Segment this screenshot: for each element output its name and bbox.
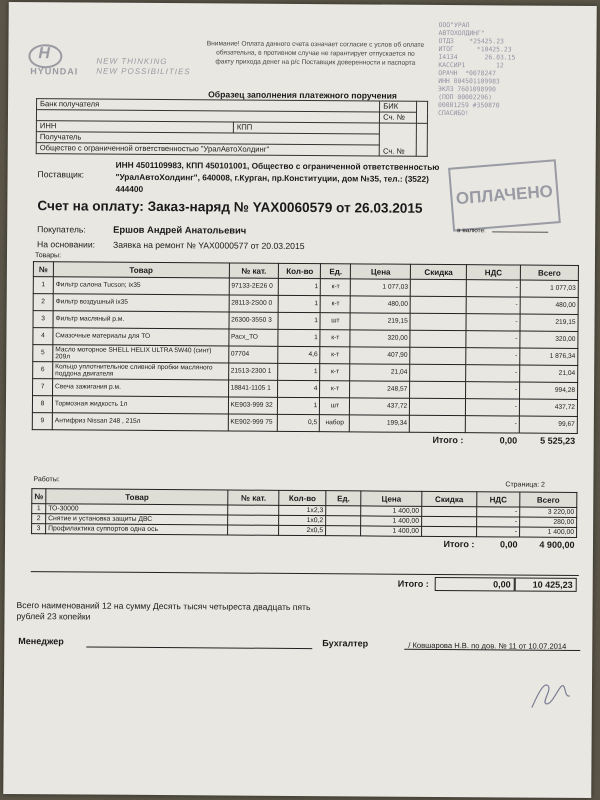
- goods-row-disc: [410, 296, 466, 313]
- goods-row-n: 7: [33, 379, 53, 396]
- basis-text: Заявка на ремонт № YAX0000577 от 20.03.2015: [113, 239, 305, 252]
- goods-row-name: Антифриз Nissan 248 , 215л: [52, 413, 228, 431]
- works-row-disc: [421, 516, 476, 526]
- works-row-total: 280,00: [520, 517, 577, 527]
- goods-row-price: 248,57: [350, 381, 410, 398]
- goods-row-n: 2: [33, 294, 53, 311]
- goods-row-cat: KE902-999 75: [228, 414, 278, 431]
- goods-row-n: 8: [32, 396, 52, 413]
- supplier-label: Поставщик:: [37, 169, 85, 180]
- goods-row-vat: -: [466, 331, 520, 348]
- col-header: НДС: [477, 492, 520, 507]
- goods-row-disc: [410, 330, 466, 347]
- logo-tagline-2: NEW POSSIBILITIES: [96, 66, 191, 77]
- goods-row-qty: 1: [278, 397, 320, 414]
- works-total-label: Итого :: [443, 539, 475, 550]
- goods-row-price: 1 077,03: [351, 279, 411, 296]
- goods-row-vat: -: [466, 382, 520, 399]
- goods-total-row: [32, 430, 577, 450]
- works-row-name: ТО-30000: [46, 504, 229, 515]
- page-number: Страница: 2: [505, 481, 545, 489]
- receipt-line: ОТД3 *25425.23: [438, 36, 504, 46]
- goods-row-cat: 97133-2E26 0: [229, 278, 279, 295]
- currency-field: [457, 227, 567, 235]
- col-header: Цена: [361, 491, 422, 506]
- goods-row-n: 4: [33, 328, 53, 345]
- manager-label: Менеджер: [18, 636, 64, 647]
- col-header: Ед.: [326, 491, 361, 506]
- receipt-line: ООО"УРАЛ: [438, 20, 470, 30]
- works-row-unit: [326, 506, 361, 516]
- goods-row-price: 199,34: [350, 415, 410, 432]
- works-row-vat: -: [477, 507, 520, 517]
- works-row-disc: [421, 526, 476, 536]
- hyundai-emblem-icon: [28, 44, 62, 68]
- col-header: Всего: [520, 265, 578, 280]
- currency-label: в валюте:: [457, 227, 486, 235]
- goods-row-disc: [410, 313, 466, 330]
- goods-row-n: 6: [33, 362, 53, 379]
- goods-row-name: Масло моторное SHELL HELIX ULTRA 5W40 (синт) 209л: [53, 345, 229, 363]
- goods-row-total: 219,15: [520, 314, 578, 331]
- works-row-n: 1: [32, 504, 46, 514]
- receipt-line: ИНН 004501109983: [438, 76, 500, 86]
- goods-row-price: 219,15: [350, 313, 410, 330]
- goods-row-price: 21,04: [350, 364, 410, 381]
- goods-total-vat: 0,00: [499, 435, 518, 446]
- inn-label: ИНН: [36, 121, 233, 133]
- hyundai-logo: [28, 42, 198, 79]
- works-row-name: Снятие и установка защиты ДВС: [46, 514, 229, 525]
- accountant-name: / Ковшарова Н.В. по дов. № 11 от 10.07.2014: [408, 640, 567, 651]
- works-row-qty: 1х0,2: [279, 515, 326, 525]
- goods-row-n: 3: [33, 311, 53, 328]
- goods-row-total: 320,00: [520, 331, 578, 348]
- works-row-n: 3: [32, 524, 46, 534]
- col-header: Товар: [46, 489, 229, 505]
- works-row-price: 1 400,00: [361, 506, 422, 516]
- sum-in-words: Всего наименований 12 на сумму Десять тысяч четыреста двадцать пять рублей 23 копейки: [16, 600, 311, 622]
- goods-row-name: Фильтр воздушный ix35: [53, 294, 229, 312]
- goods-row-cat: Расх_ТО: [228, 329, 278, 346]
- goods-row-n: 1: [33, 277, 53, 294]
- works-total-sum: 4 900,00: [539, 539, 575, 550]
- receipt-line: СПАСИБО!: [437, 108, 469, 118]
- goods-row-vat: -: [466, 399, 520, 416]
- goods-row-qty: 1: [278, 363, 320, 380]
- col-header: № кат.: [228, 490, 279, 505]
- grand-total-sum: 10 425,23: [515, 578, 577, 592]
- sch2-label: Сч. №: [379, 123, 416, 156]
- cash-receipt: [438, 21, 589, 152]
- col-header: Товар: [53, 262, 229, 278]
- bik-label: БИК: [380, 101, 417, 112]
- works-row-total: 1 400,00: [520, 527, 577, 537]
- works-total-vat: 0,00: [499, 539, 518, 550]
- goods-total-sum: 5 525,23: [540, 435, 576, 447]
- goods-row-name: Свеча зажигания р.м.: [52, 379, 228, 397]
- goods-row-total: 21,04: [520, 365, 578, 382]
- goods-row-name: Фильтр масляный р.м.: [53, 311, 229, 329]
- goods-row-total: 437,72: [519, 399, 577, 416]
- goods-row-n: 5: [33, 345, 53, 362]
- receipt-line: ОРАЧН *0078247: [438, 68, 497, 78]
- works-row-vat: -: [476, 527, 519, 537]
- goods-table: [32, 261, 579, 450]
- goods-row-name: Смазочные материалы для ТО: [53, 328, 229, 346]
- works-row-n: 2: [32, 514, 46, 524]
- works-row-cat: [228, 525, 279, 535]
- grand-total-vat: 0,00: [435, 577, 515, 592]
- logo-tagline-1: NEW THINKING: [96, 56, 168, 67]
- works-table: [31, 488, 577, 552]
- bank-label: Банк получателя: [37, 99, 380, 112]
- accountant-label: Бухгалтер: [322, 638, 369, 649]
- goods-row-unit: к-т: [320, 347, 350, 364]
- recipient-name: Общество с ограниченной ответственностью "УралАвтоХолдинг": [36, 143, 379, 156]
- goods-row-qty: 0,5: [278, 414, 320, 431]
- goods-row-vat: -: [466, 365, 520, 382]
- goods-row-qty: 1: [279, 295, 321, 312]
- goods-row-unit: шт: [320, 313, 350, 330]
- goods-row-qty: 4,6: [278, 346, 320, 363]
- payment-notice: Внимание! Оплата данного счета означает согласие с услов об оплате обязательна, в противном случае не гарантирует отпускается по факту прихода денег на р/с Поставщик доверенности и паспорта: [206, 40, 425, 67]
- kpp-label: КПП: [233, 122, 379, 134]
- works-row-disc: [422, 506, 477, 516]
- works-row-name: Профилактика суппортов одна ось: [46, 524, 229, 535]
- goods-row-total: 1 077,03: [520, 280, 578, 297]
- goods-total-label: Итого :: [432, 435, 464, 446]
- works-row-price: 1 400,00: [361, 516, 422, 526]
- works-row-qty: 1х2,3: [279, 505, 326, 515]
- manager-signature-line: [86, 647, 312, 650]
- goods-row-cat: 26300-3550 3: [229, 312, 279, 329]
- works-section-label: Работы:: [33, 476, 60, 484]
- goods-row-price: 480,00: [350, 296, 410, 313]
- col-header: Цена: [351, 264, 411, 279]
- goods-row-name: Тормозная жидкость 1л: [52, 396, 228, 414]
- col-header: №: [32, 489, 46, 504]
- works-row-total: 3 220,00: [520, 507, 577, 517]
- goods-row-total: 480,00: [520, 297, 578, 314]
- goods-row-total: 994,28: [520, 382, 578, 399]
- goods-row-qty: 1: [278, 329, 320, 346]
- invoice-paper: [3, 2, 597, 798]
- goods-row-unit: к-т: [320, 296, 350, 313]
- works-row-vat: -: [477, 517, 520, 527]
- goods-row-name: Кольцо уплотнительное сливной пробки масляного поддона двигателя: [53, 362, 229, 380]
- goods-row-unit: шт: [320, 398, 350, 415]
- buyer-name: Ершов Андрей Анатольевич: [113, 223, 247, 236]
- goods-row-unit: к-т: [320, 364, 350, 381]
- works-row-unit: [326, 526, 361, 536]
- goods-row-price: 437,72: [350, 398, 410, 415]
- logo-brand: HYUNDAI: [30, 66, 79, 77]
- goods-row-price: 320,00: [350, 330, 410, 347]
- goods-row-price: 407,90: [350, 347, 410, 364]
- goods-row-vat: -: [466, 297, 520, 314]
- col-header: № кат.: [229, 263, 279, 278]
- grand-total: [31, 574, 579, 592]
- goods-row-vat: -: [465, 416, 519, 433]
- goods-row-unit: к-т: [320, 381, 350, 398]
- goods-row-total: 1 876,34: [520, 348, 578, 365]
- signature-scribble: [524, 674, 574, 714]
- goods-row-vat: -: [466, 314, 520, 331]
- col-header: №: [33, 262, 53, 277]
- receipt-line: (ПОП 00002296): [438, 92, 493, 102]
- col-header: Скидка: [411, 264, 467, 279]
- goods-row-total: 99,67: [519, 416, 577, 433]
- receipt-line: 00001259 #350870: [438, 100, 500, 110]
- receipt-line: КАССИР1 12: [438, 60, 504, 70]
- goods-row-disc: [409, 415, 465, 432]
- goods-section-label: Товары:: [34, 252, 62, 260]
- receipt-line: ЭКЛЗ 7601098990: [438, 84, 496, 94]
- col-header: Ед.: [321, 264, 351, 279]
- col-header: НДС: [466, 265, 520, 280]
- sch-label: Сч. №: [380, 112, 417, 123]
- works-row-qty: 2х0,5: [279, 525, 326, 535]
- receipt-line: АВТОХОЛДИНГ": [438, 28, 485, 38]
- goods-row-cat: 21513-2300 1: [228, 363, 278, 380]
- col-header: Кол-во: [279, 263, 321, 278]
- works-row-cat: [228, 505, 279, 515]
- receipt-line: I4134 26.03.15: [438, 52, 516, 62]
- goods-row-disc: [410, 381, 466, 398]
- col-header: Кол-во: [279, 490, 326, 505]
- goods-row-cat: 28113-2S00 0: [229, 295, 279, 312]
- basis-label: На основании:: [37, 239, 96, 250]
- goods-row-name: Фильтр салона Tucson; ix35: [53, 277, 229, 295]
- col-header: Всего: [520, 492, 577, 507]
- paid-stamp: ОПЛАЧЕНО: [448, 159, 561, 231]
- payment-sample-table: [36, 98, 428, 157]
- goods-row-vat: -: [466, 348, 520, 365]
- buyer-label: Покупатель:: [37, 224, 86, 235]
- col-header: Скидка: [422, 491, 477, 506]
- payment-sample-title: Образец заполнения платежного поручения: [208, 89, 397, 101]
- goods-row-disc: [410, 347, 466, 364]
- goods-row-qty: 4: [278, 380, 320, 397]
- supplier-details: ИНН 4501109983, КПП 450101001, Общество с ограниченной ответственностью "УралАвтоХолдинг", 640008, г.Курган, пр.Конституции, дом №35, тел.: (3522) 444400: [115, 159, 440, 194]
- grand-total-label: Итого :: [397, 578, 429, 589]
- goods-row-vat: -: [466, 280, 520, 297]
- receipt-line: ИТОГ *10425.23: [438, 44, 512, 54]
- works-row-unit: [326, 516, 361, 526]
- works-row-cat: [228, 515, 279, 525]
- goods-row-qty: 1: [278, 312, 320, 329]
- goods-row-qty: 1: [279, 278, 321, 295]
- goods-row-disc: [410, 398, 466, 415]
- goods-row-cat: 18841-1105 1: [228, 380, 278, 397]
- works-row-price: 1 400,00: [361, 526, 422, 536]
- goods-row-disc: [410, 279, 466, 296]
- goods-row-n: 9: [32, 413, 52, 430]
- goods-row-cat: 07704: [228, 346, 278, 363]
- recipient-label: Получатель: [36, 132, 379, 145]
- goods-row-unit: к-т: [320, 330, 350, 347]
- works-total-row: [31, 534, 576, 552]
- goods-row-cat: KE903-999 32: [228, 397, 278, 414]
- goods-row-unit: к-т: [321, 279, 351, 296]
- goods-row-disc: [410, 364, 466, 381]
- invoice-title: Счет на оплату: Заказ-наряд № YAX0060579 от 26.03.2015: [37, 198, 423, 216]
- goods-row-unit: набор: [320, 415, 350, 432]
